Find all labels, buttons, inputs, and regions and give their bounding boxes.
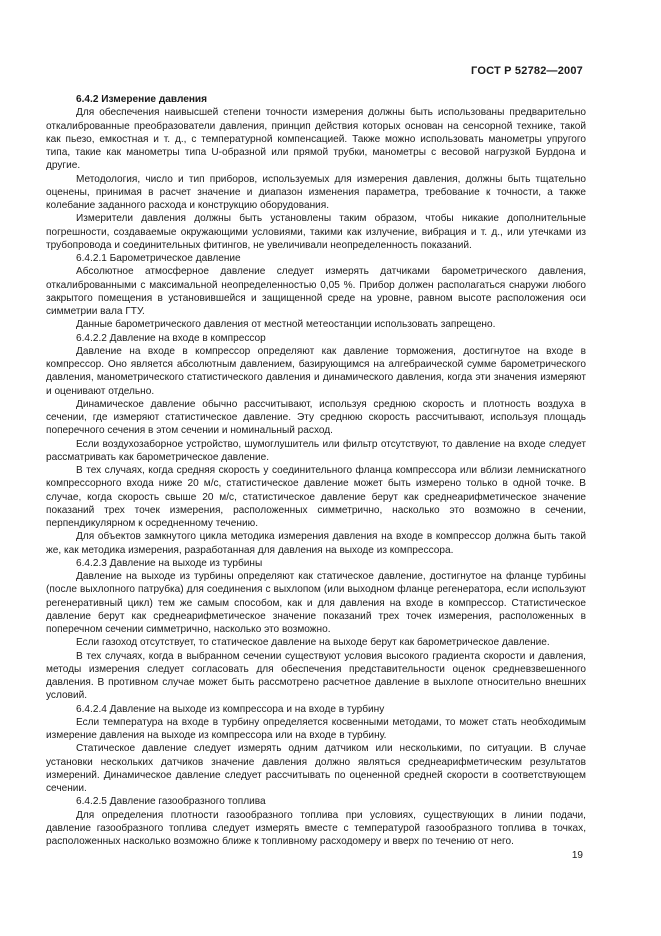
paragraph: Если газоход отсутствует, то статическое давление на выходе берут как барометрическое давление. — [76, 637, 550, 649]
page-number: 19 — [571, 850, 583, 861]
section-heading: 6.4.2 Измерение давления — [76, 94, 208, 105]
subsection-heading: 6.4.2.2 Давление на входе в компрессор — [76, 332, 266, 344]
paragraph: Для обеспечения наивысшей степени точности измерения должны быть использованы предварительно откалиброванные преобразователи давления, принцип действия которых основан на сенсорной технике, такой как пьезо, емкостная и т. д., с температурной компенсацией. Также можно использовать манометры упругого типа, такие как манометры типа U-образной или прямой трубки, манометры с весовой нагрузкой Бурдона и другие. — [46, 107, 586, 172]
paragraph: В тех случаях, когда в выбранном сечении существуют условия высокого градиента скорости и давления, методы измерения следует согласовать для обеспечения представительности оценок средневзвешенного давления. В противном случае может быть рассмотрено расчетное давление в выхлопе относительно внешних условий. — [46, 650, 586, 702]
paragraph: Статическое давление следует измерять одним датчиком или несколькими, по ситуации. В случае установки нескольких датчиков значение давления должно являться среднеарифметическим результатов измерений. Динамическое давление следует рассчитывать по оцененной средней скорости в соответствующем сечении. — [46, 743, 586, 794]
paragraph: Если температура на входе в турбину определяется косвенными методами, то может стать необходимым измерение давления на выходе из компрессора или на входе в турбину. — [46, 716, 586, 741]
standard-designation: ГОСТ Р 52782—2007 — [471, 65, 583, 77]
paragraph: Динамическое давление обычно рассчитывают, используя среднюю скорость и плотность воздуха в сечении, где измеряют статистическое давление. Эту среднюю скорость рассчитывают, используя площадь поперечного сечения в этом сечении и номинальный расход. — [46, 398, 586, 437]
subsection-heading: 6.4.2.5 Давление газообразного топлива — [76, 796, 266, 808]
subsection-heading: 6.4.2.1 Барометрическое давление — [76, 253, 241, 264]
paragraph: Если воздухозаборное устройство, шумоглушитель или фильтр отсутствуют, то давление на входе следует рассматривать как барометрическое давление. — [46, 438, 586, 463]
paragraph: Для определения плотности газообразного топлива при условиях, существующих в линии подачи, давление газообразного топлива следует измерять вместе с температурой газообразного топлива в точках, расположенных насколько возможно ближе к топливному расходомеру и вверх по течению от него. — [46, 809, 586, 847]
paragraph: Данные барометрического давления от местной метеостанции использовать запрещено. — [76, 319, 496, 331]
paragraph: В тех случаях, когда средняя скорость у соединительного фланца компрессора или вблизи лемнискатного компрессорного входа ниже 20 м/с, статистическое давление может быть измерено только в одной точке. В случае, когда скорость свыше 20 м/с, статистическое давление берут как среднеарифметическое значение показаний трех точек измерения, расположенных симметрично, насколько это возможно в сечении, перпендикулярном к осредненному течению. — [46, 465, 586, 529]
paragraph: Методология, число и тип приборов, используемых для измерения давления, должны быть тщательно оценены, принимая в расчет значение и диапазон изменения параметра, требование к точности, а также колебание заданного расхода и конструкцию оборудования. — [46, 173, 586, 211]
paragraph: Абсолютное атмосферное давление следует измерять датчиками барометрического давления, откалиброванными с максимальной неопределенностью 0,05 %. Прибор должен располагаться снаружи любого закрытого помещения в установившейся и защищенной среде на уровне, равном высоте расположения оси симметрии вала ГТУ. — [46, 266, 586, 317]
paragraph: Давление на входе в компрессор определяют как давление торможения, достигнутое на входе в компрессор. Оно является абсолютным давлением, базирующимся на алгебраической сумме барометрического давления, манометрического статистического давления и динамического давления, когда эти значения измеряют и оценивают отдельно. — [46, 345, 586, 397]
document-body — [46, 93, 586, 848]
subsection-heading: 6.4.2.4 Давление на выходе из компрессора и на входе в турбину — [76, 703, 385, 715]
paragraph: Измерители давления должны быть установлены таким образом, чтобы никакие дополнительные погрешности, создаваемые окружающими условиями, такими как излучение, вибрация и т. д., или утечками из трубопровода и соединительных фитингов, не увеличивали неопределенность показаний. — [46, 213, 586, 251]
subsection-heading: 6.4.2.3 Давление на выходе из турбины — [76, 557, 263, 569]
paragraph: Для объектов замкнутого цикла методика измерения давления на входе в компрессор должна быть такой же, как методика измерения, разработанная для давления на выходе из компрессора. — [46, 531, 586, 556]
paragraph: Давление на выходе из турбины определяют как статическое давление, достигнутое на фланце турбины (после выхлопного патрубка) для соединения с выхлопом (или выходном фланце регенератора, если используют регенеративный цикл) тем же самым способом, как и для давления на входе в компрессор. Статистическое давление берут как среднеарифметическое значение показаний трех точек измерения, расположенных в поперечном сечении симметрично, насколько это возможно. — [46, 571, 586, 635]
